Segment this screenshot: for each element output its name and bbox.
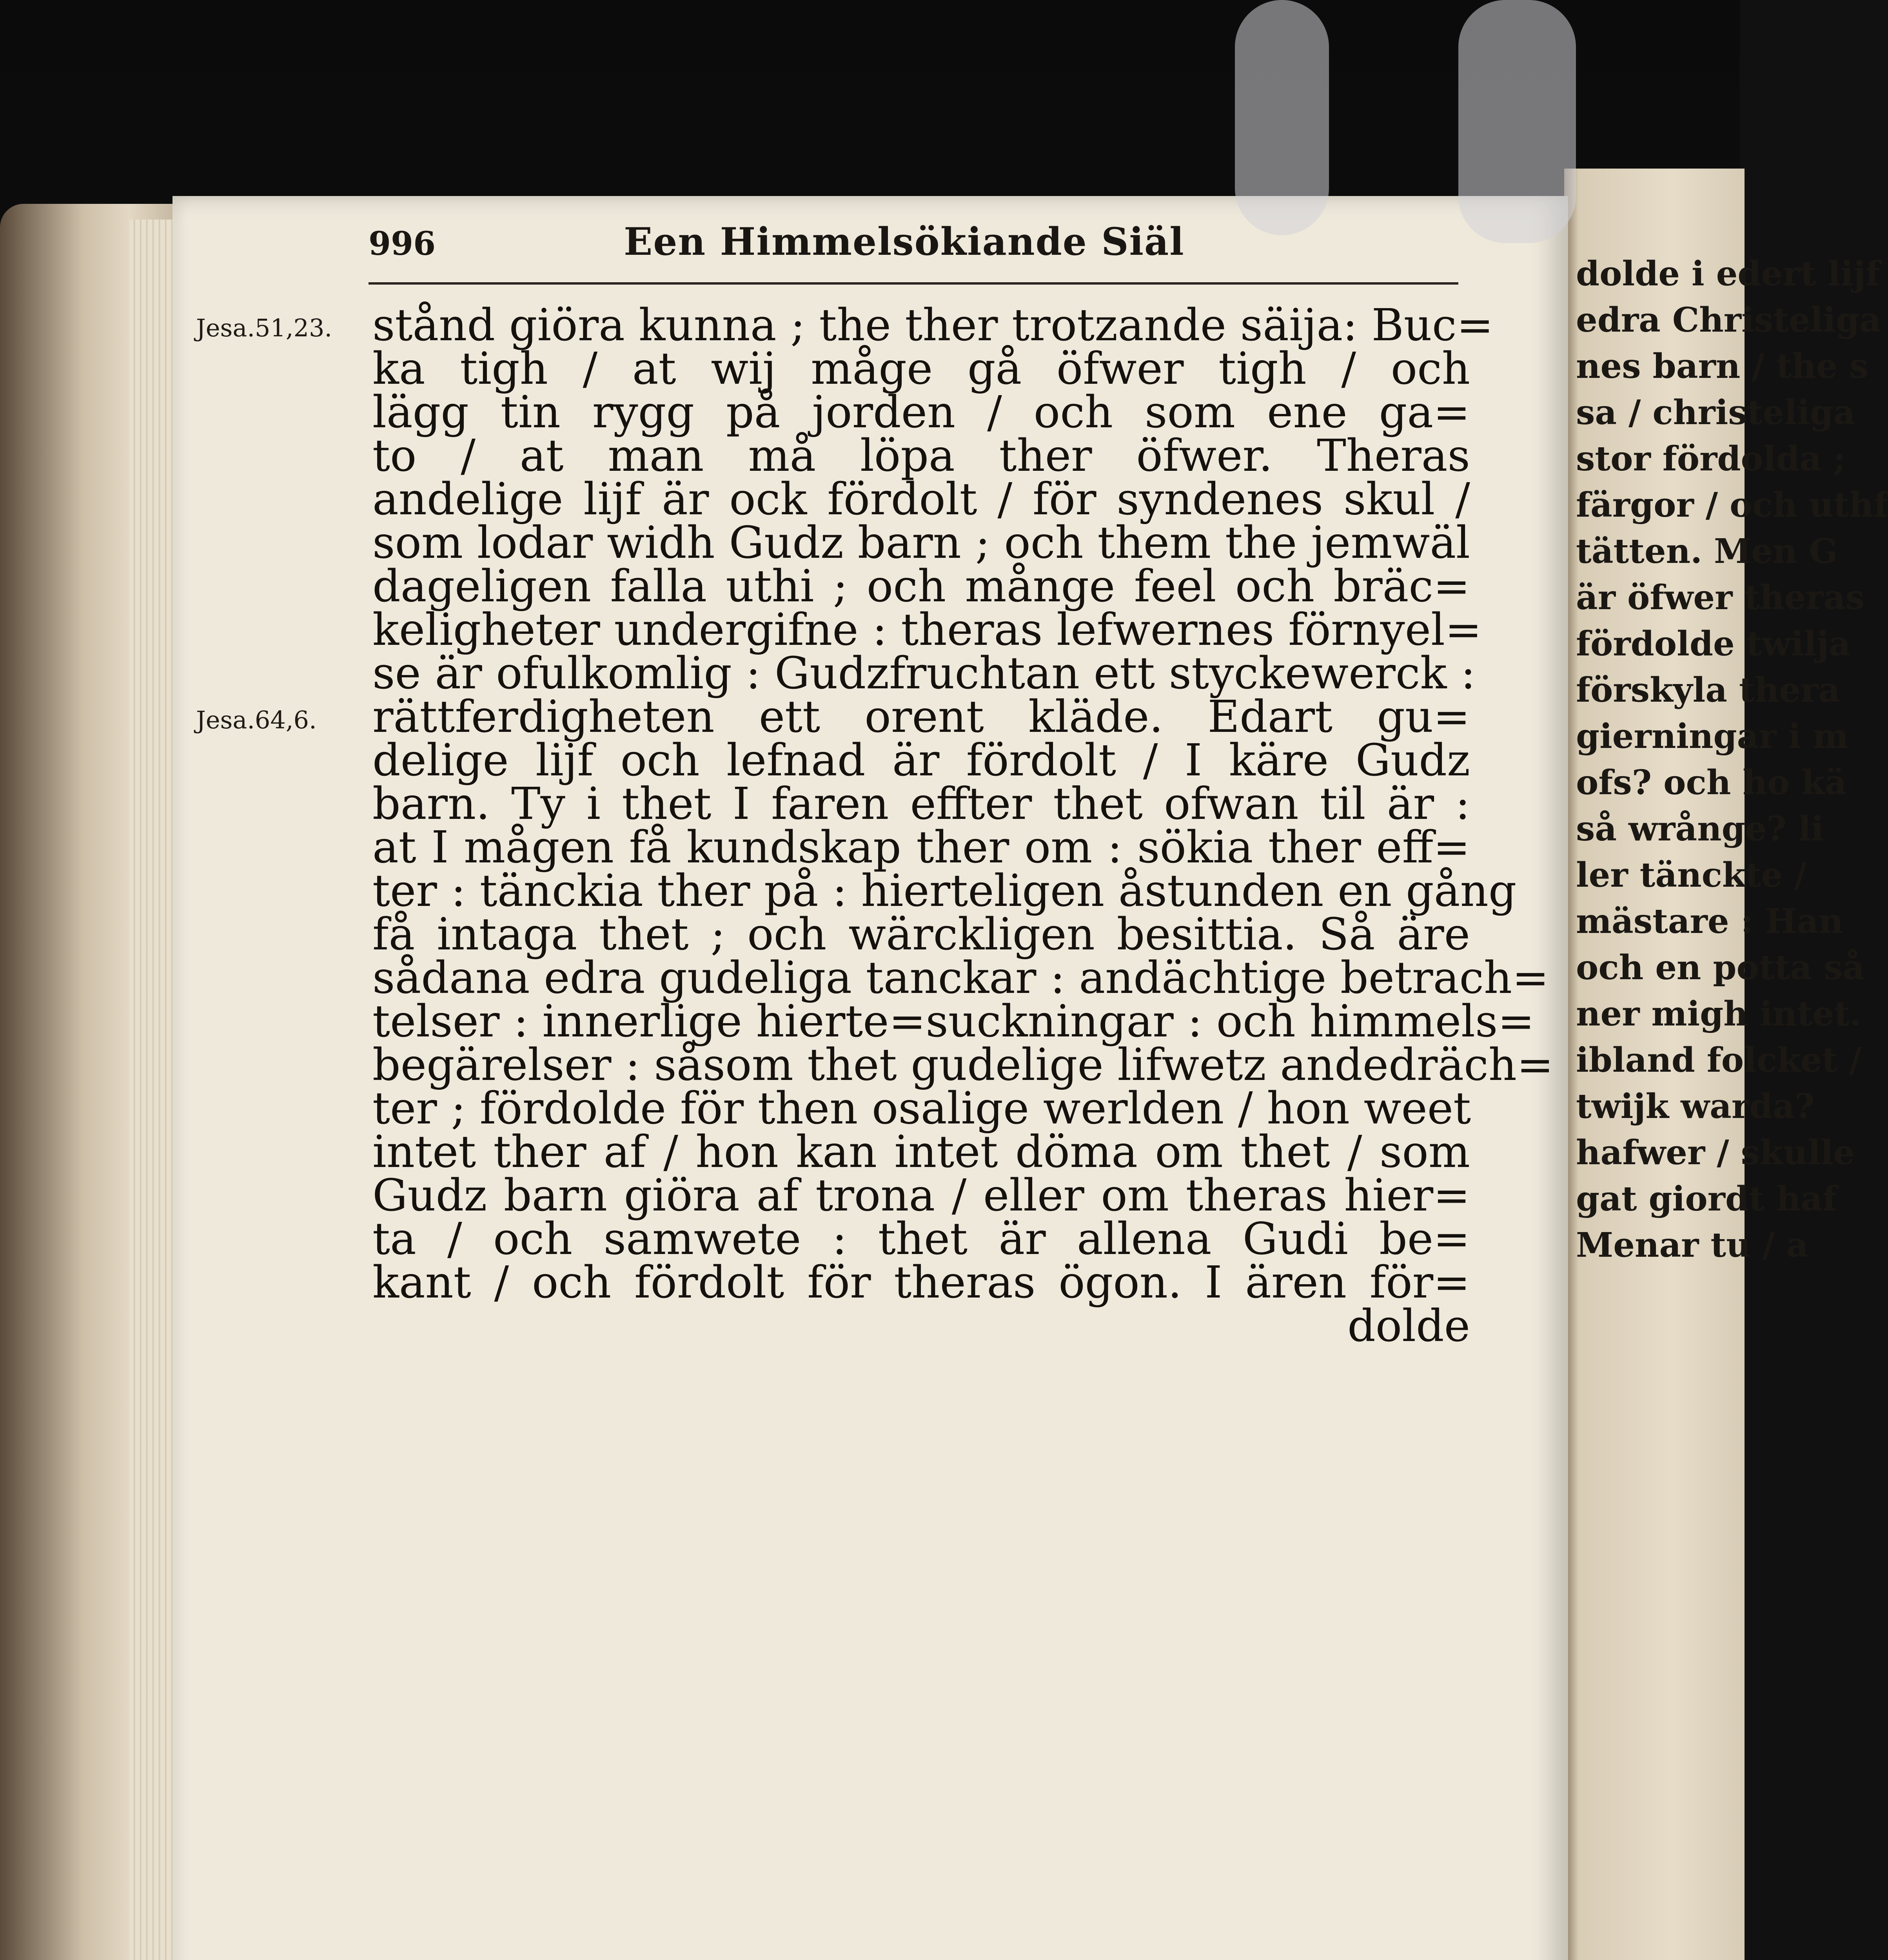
facing-line: twijk warda?: [1576, 1087, 1815, 1126]
header-rule: [369, 282, 1458, 285]
text-line: dageligen falla uthi ; och månge feel och bräc=: [372, 561, 1470, 612]
facing-line: nes barn / the s: [1576, 347, 1868, 386]
text-line: barn. Ty i thet I faren effter thet ofwan til är :: [372, 779, 1470, 829]
facing-line: förskyla thera: [1576, 670, 1840, 710]
text-line: keligheter undergifne : theras lefwernes förnyel=: [372, 604, 1482, 655]
text-line: andelige lijf är ock fördolt / för syndenes skul /: [372, 474, 1470, 525]
body-text: [372, 300, 1554, 1352]
text-line: Gudz barn giöra af trona / eller om theras hier=: [372, 1170, 1470, 1221]
facing-line: fördolde twilja: [1576, 624, 1851, 664]
facing-line: stor fördolda ;: [1576, 439, 1846, 479]
text-line: lägg tin rygg på jorden / och som ene ga=: [372, 387, 1470, 438]
text-line: sådana edra gudeliga tanckar : andächtige betrach=: [372, 953, 1549, 1004]
facing-line: ofs? och ho kä: [1576, 763, 1847, 802]
text-line: intet ther af / hon kan intet döma om thet / som: [372, 1127, 1470, 1178]
text-line: se är ofulkomlig : Gudzfruchtan ett styckewerck :: [372, 648, 1476, 699]
facing-line: edra Christeliga: [1576, 300, 1881, 340]
text-line: delige lijf och lefnad är fördolt / I käre Gudz: [372, 735, 1470, 786]
facing-line: gierningar i m: [1576, 717, 1849, 756]
facing-line: ler tänckte /: [1576, 855, 1807, 895]
text-line: to / at man må löpa ther öfwer. Theras: [372, 430, 1470, 481]
text-line: telser : innerlige hierte=suckningar : och himmels=: [372, 996, 1535, 1047]
facing-line: hafwer / skulle: [1576, 1133, 1855, 1172]
margin-note-1: Jesa.51,23.: [196, 314, 332, 342]
facing-line: Menar tu / a: [1576, 1225, 1808, 1265]
facing-line: sa / christeliga: [1576, 393, 1855, 432]
text-line: begärelser : såsom thet gudelige lifwetz andedräch=: [372, 1040, 1554, 1091]
page-clip-right: [1458, 0, 1576, 243]
page-number: 996: [369, 225, 436, 263]
running-title: Een Himmelsökiande Siäl: [624, 220, 1185, 264]
facing-line: ner migh intet.: [1576, 994, 1862, 1034]
facing-line: ibland folcket /: [1576, 1040, 1862, 1080]
catchword: dolde: [1347, 1301, 1470, 1352]
facing-line: och en potta så: [1576, 948, 1865, 987]
facing-page-text: [1576, 251, 1888, 1269]
text-line: at I mågen få kundskap ther om : sökia ther eff=: [372, 822, 1470, 873]
text-line: ta / och samwete : thet är allena Gudi be=: [372, 1214, 1470, 1265]
facing-line: tätten. Men G: [1576, 532, 1838, 571]
page-clip-top: [1235, 0, 1329, 235]
facing-line: mästare : Han: [1576, 902, 1843, 941]
text-line: ter : tänckia ther på : hierteligen åstunden en gång: [372, 866, 1517, 916]
running-head: [369, 220, 1466, 274]
text-line: kant / och fördolt för theras ögon. I ären för=: [372, 1257, 1470, 1308]
facing-line: gat giordt haf: [1576, 1179, 1837, 1219]
margin-note-2: Jesa.64,6.: [196, 706, 317, 734]
text-line: stånd giöra kunna ; the ther trotzande säija: Buc=: [372, 300, 1494, 351]
text-line: rättferdigheten ett orent kläde. Edart gu=: [372, 691, 1470, 742]
facing-line: så wrånge? li: [1576, 809, 1824, 849]
text-line: ka tigh / at wij måge gå öfwer tigh / och: [372, 343, 1470, 394]
text-line: ter ; fördolde för then osalige werlden / hon weet: [372, 1083, 1471, 1134]
text-line: få intaga thet ; och wärckligen besittia. Så äre: [372, 909, 1470, 960]
text-line: som lodar widh Gudz barn ; och them the jemwäl: [372, 517, 1470, 568]
facing-line: är öfwer theras: [1576, 578, 1864, 617]
facing-line: färgor / och uthf: [1576, 485, 1888, 525]
facing-line: dolde i edert lijf: [1576, 254, 1880, 294]
